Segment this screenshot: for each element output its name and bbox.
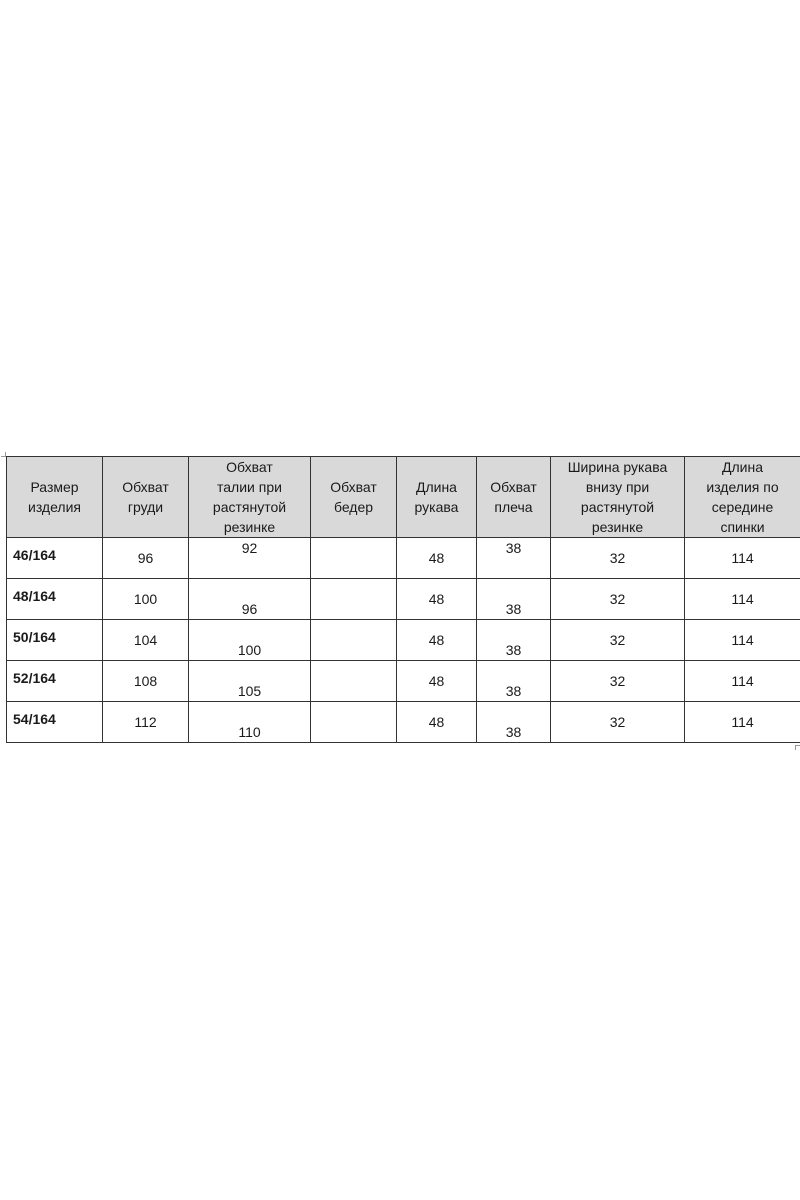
header-size-label: Размер изделия — [28, 479, 81, 515]
header-hips-label: Обхват бедер — [330, 479, 377, 515]
table-row — [7, 579, 800, 620]
hips-cell — [311, 620, 397, 661]
header-back-length — [685, 457, 800, 538]
sleeve-width-cell: 32 — [551, 579, 685, 620]
header-chest — [103, 457, 189, 538]
header-waist-label: Обхват талии при растянутой резинке — [212, 459, 287, 535]
table-corner-mark-bottom-right — [795, 745, 800, 750]
chest-cell: 112 — [103, 702, 189, 743]
table-row — [7, 620, 800, 661]
shoulder-cell: 38 — [477, 538, 551, 579]
header-shoulder-label: Обхват плеча — [490, 479, 537, 515]
chest-cell: 108 — [103, 661, 189, 702]
chest-cell: 100 — [103, 579, 189, 620]
back-length-cell: 114 — [685, 661, 800, 702]
header-waist — [189, 457, 311, 538]
size-cell: 54/164 — [7, 702, 103, 743]
sleeve-length-cell: 48 — [397, 620, 477, 661]
sleeve-width-cell: 32 — [551, 620, 685, 661]
shoulder-cell: 38 — [477, 702, 551, 743]
hips-cell — [311, 661, 397, 702]
chest-cell: 104 — [103, 620, 189, 661]
hips-cell — [311, 538, 397, 579]
table-row — [7, 702, 800, 743]
waist-cell: 110 — [189, 702, 311, 743]
shoulder-cell: 38 — [477, 579, 551, 620]
header-size — [7, 457, 103, 538]
size-cell: 50/164 — [7, 620, 103, 661]
sleeve-width-cell: 32 — [551, 661, 685, 702]
hips-cell — [311, 702, 397, 743]
sleeve-length-cell: 48 — [397, 661, 477, 702]
table-row — [7, 661, 800, 702]
header-sleeve-width-label: Ширина рукава внизу при растянутой резинке — [567, 459, 668, 535]
sleeve-length-cell: 48 — [397, 538, 477, 579]
table-header-row — [7, 457, 800, 538]
size-cell: 52/164 — [7, 661, 103, 702]
size-chart-table — [6, 456, 800, 743]
header-hips — [311, 457, 397, 538]
sleeve-length-cell: 48 — [397, 579, 477, 620]
waist-cell: 100 — [189, 620, 311, 661]
back-length-cell: 114 — [685, 620, 800, 661]
header-shoulder — [477, 457, 551, 538]
header-sleeve-length — [397, 457, 477, 538]
table-row — [7, 538, 800, 579]
size-cell: 46/164 — [7, 538, 103, 579]
shoulder-cell: 38 — [477, 661, 551, 702]
back-length-cell: 114 — [685, 579, 800, 620]
back-length-cell: 114 — [685, 702, 800, 743]
size-cell: 48/164 — [7, 579, 103, 620]
waist-cell: 92 — [189, 538, 311, 579]
waist-cell: 96 — [189, 579, 311, 620]
header-back-length-label: Длина изделия по середине спинки — [706, 459, 779, 535]
hips-cell — [311, 579, 397, 620]
header-sleeve-length-label: Длина рукава — [414, 479, 459, 515]
back-length-cell: 114 — [685, 538, 800, 579]
shoulder-cell: 38 — [477, 620, 551, 661]
waist-cell: 105 — [189, 661, 311, 702]
header-chest-label: Обхват груди — [122, 479, 169, 515]
sleeve-width-cell: 32 — [551, 538, 685, 579]
sleeve-width-cell: 32 — [551, 702, 685, 743]
header-sleeve-width — [551, 457, 685, 538]
sleeve-length-cell: 48 — [397, 702, 477, 743]
chest-cell: 96 — [103, 538, 189, 579]
